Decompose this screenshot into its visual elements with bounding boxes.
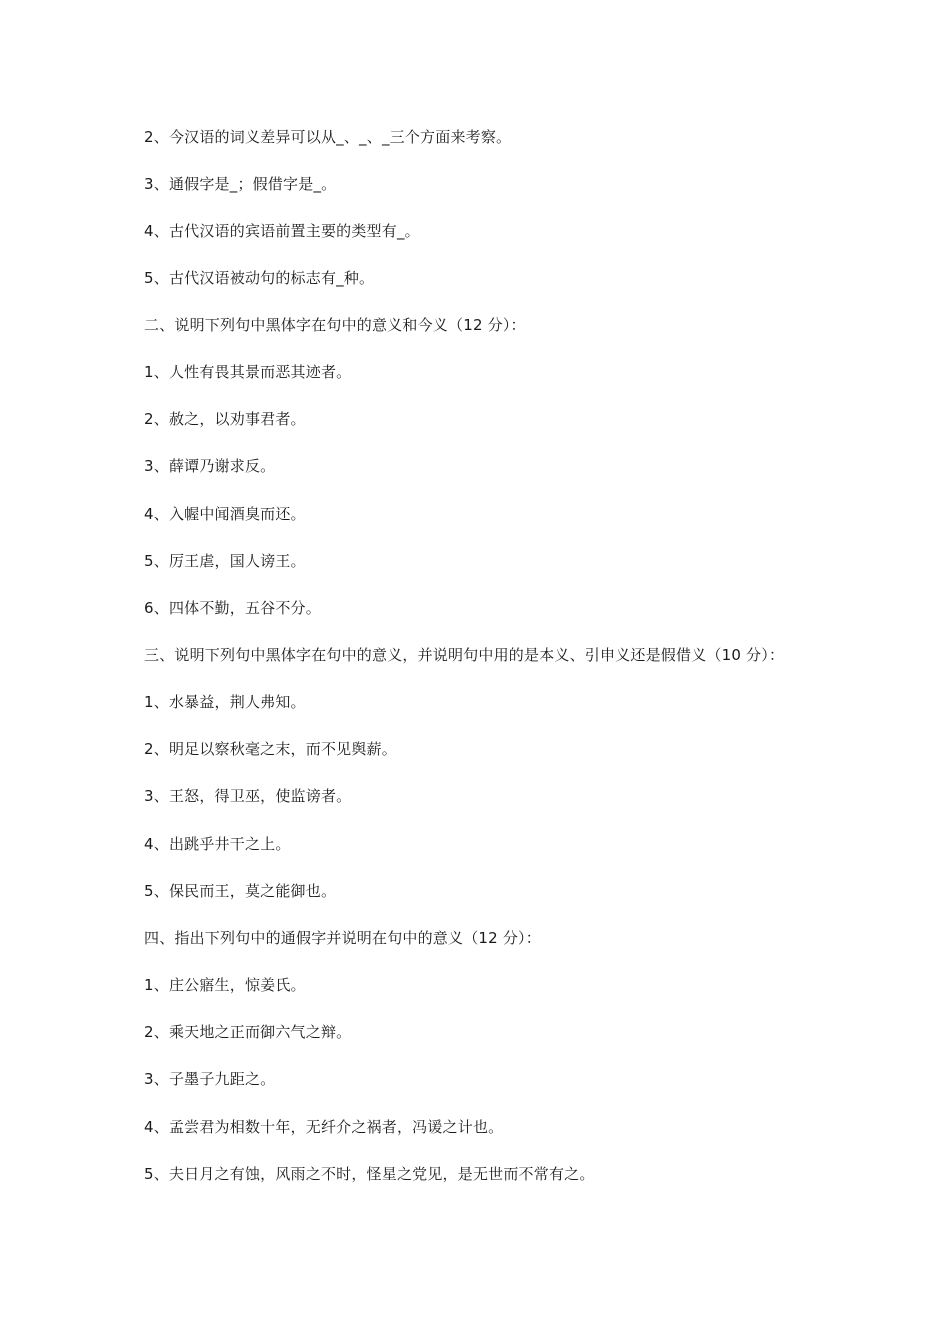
section-three-item-3: 3、王怒，得卫巫，使监谤者。: [144, 787, 352, 805]
section-three-item-5: 5、保民而王，莫之能御也。: [144, 882, 337, 900]
section-four-item-5: 5、夫日月之有蚀，风雨之不时，怪星之党见，是无世而不常有之。: [144, 1165, 595, 1183]
section-two-item-5: 5、厉王虐，国人谤王。: [144, 552, 306, 570]
section-four-item-4: 4、孟尝君为相数十年，无纤介之祸者，冯谖之计也。: [144, 1118, 504, 1136]
section-three-item-1: 1、水暴益，荆人弗知。: [144, 693, 306, 711]
section-two-item-3: 3、薛谭乃谢求反。: [144, 457, 276, 475]
section-four-item-2: 2、乘天地之正而御六气之辩。: [144, 1023, 352, 1041]
section-two-heading: 二、说明下列句中黑体字在句中的意义和今义（12 分）：: [144, 316, 526, 334]
fill-blank-item-5: 5、古代汉语被动句的标志有_种。: [144, 269, 375, 287]
fill-blank-item-3: 3、通假字是_；假借字是_。: [144, 175, 337, 193]
fill-blank-item-2: 2、今汉语的词义差异可以从_、_、_三个方面来考察。: [144, 128, 512, 146]
section-two-item-6: 6、四体不勤，五谷不分。: [144, 599, 321, 617]
section-three-item-4: 4、出跳乎井干之上。: [144, 835, 291, 853]
section-four-heading: 四、指出下列句中的通假字并说明在句中的意义（12 分）：: [144, 929, 541, 947]
section-three-item-2: 2、明足以察秋毫之末，而不见舆薪。: [144, 740, 397, 758]
section-two-item-4: 4、入幄中闻酒臭而还。: [144, 505, 306, 523]
section-four-item-3: 3、子墨子九距之。: [144, 1070, 276, 1088]
fill-blank-item-4: 4、古代汉语的宾语前置主要的类型有_。: [144, 222, 420, 240]
section-two-item-2: 2、赦之，以劝事君者。: [144, 410, 306, 428]
section-four-item-1: 1、庄公寤生，惊姜氏。: [144, 976, 306, 994]
section-three-heading: 三、说明下列句中黑体字在句中的意义，并说明句中用的是本义、引申义还是假借义（10 分）：: [144, 646, 785, 664]
section-two-item-1: 1、人性有畏其景而恶其迹者。: [144, 363, 352, 381]
